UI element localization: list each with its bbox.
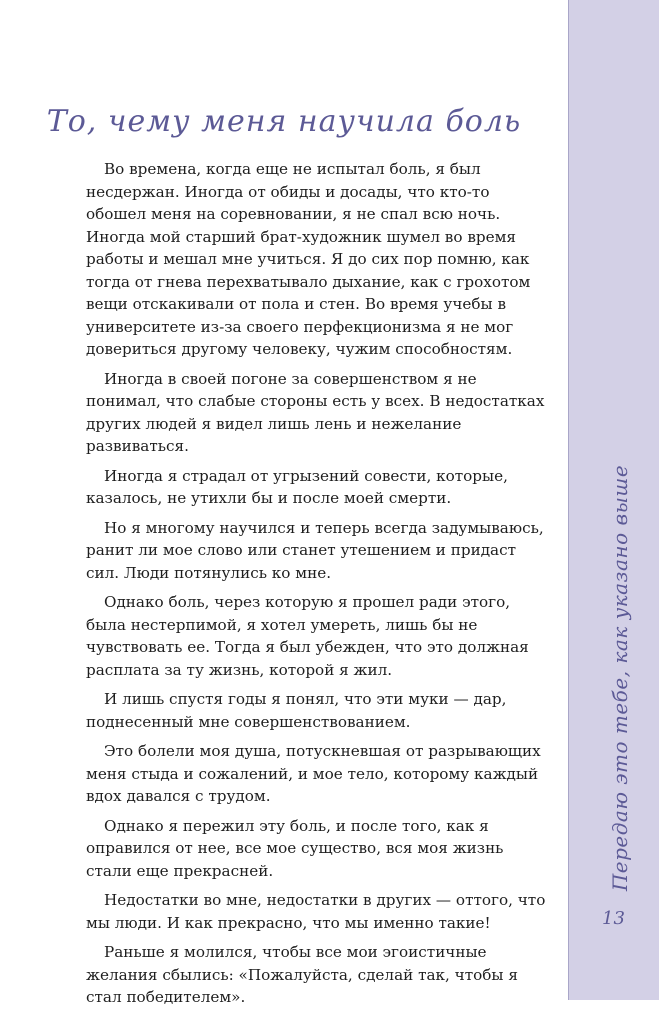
chapter-title: То, чему меня научила боль — [46, 104, 522, 139]
paragraph: Недостатки во мне, недостатки в других — оттого, что мы люди. И как прекрасно, что мы именно такие! — [86, 891, 546, 932]
paragraph: Однако я пережил эту боль, и после того, как я оправился от нее, все мое существо, вся моя жизнь стали еще прекрасней. — [86, 816, 504, 880]
body-text — [86, 158, 550, 1009]
paragraph: И лишь спустя годы я понял, что эти муки — дар, поднесенный мне совершенствованием. — [86, 690, 507, 731]
paragraph: Но я многому научился и теперь всегда задумываюсь, ранит ли мое слово или станет утешением и придаст сил. Люди потянулись ко мне. — [86, 518, 544, 582]
paragraph: Иногда я страдал от угрызений совести, которые, казалось, не утихли бы и после моей смерти. — [86, 466, 508, 507]
paragraph: Во времена, когда еще не испытал боль, я был несдержан. Иногда от обиды и досады, что кто-то обошел меня на соревновании, я не спал всю ночь. Иногда мой старший брат-художник шумел во время работы и мешал мне учиться. Я до сих пор помню, как тогда от гнева перехватывало дыхание, как с грохотом вещи отскакивали от пола и стен. Во время учебы в университете из-за своего перфекционизма я не мог довериться другому человеку, чужим способностям. — [86, 160, 531, 358]
paragraph: Иногда в своей погоне за совершенством я не понимал, что слабые стороны есть у всех. В недостатках других людей я видел лишь лень и нежелание развиваться. — [86, 369, 545, 455]
paragraph: Раньше я молился, чтобы все мои эгоистичные желания сбылись: «Пожалуйста, сделай так, чтобы я стал победителем». — [86, 943, 518, 1006]
running-title: Передаю это тебе, как указано выше — [608, 464, 632, 892]
paragraph: Однако боль, через которую я прошел ради этого, была нестерпимой, я хотел умереть, лишь бы не чувствовать ее. Тогда я был убежден, что это должная расплата за ту жизнь, которой я жил. — [86, 593, 529, 679]
paragraph: Это болели моя душа, потускневшая от разрывающих меня стыда и сожалений, и мое тело, которому каждый вдох давался с трудом. — [86, 742, 541, 805]
page-number: 13 — [602, 908, 625, 929]
